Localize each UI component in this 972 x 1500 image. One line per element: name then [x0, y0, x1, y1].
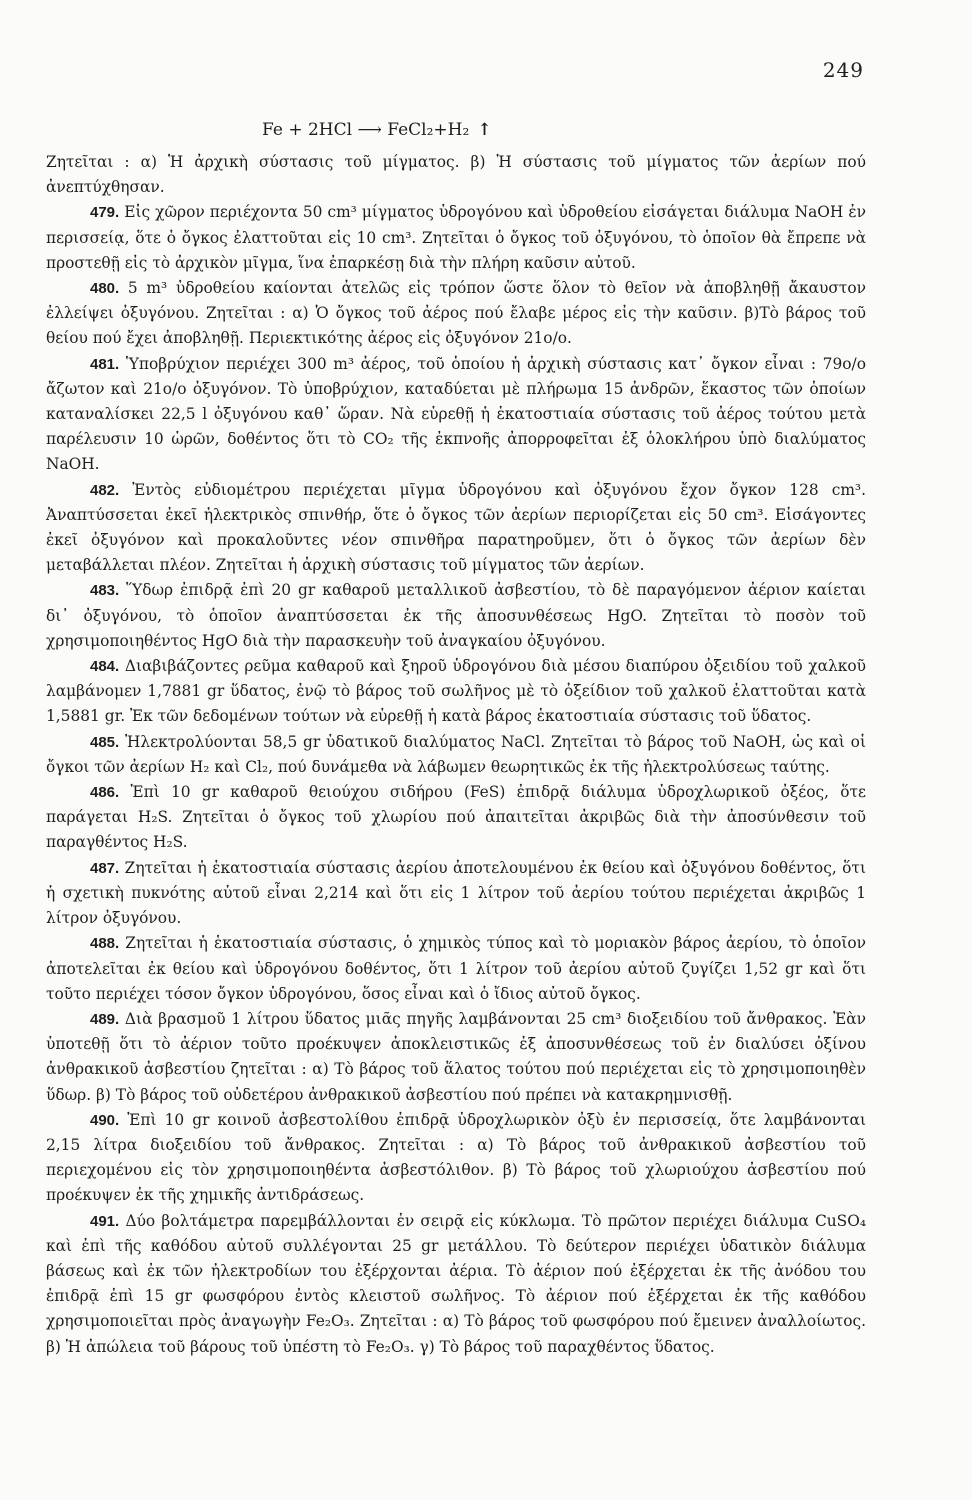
- problem-number: 485.: [90, 733, 120, 751]
- problem-number: 483.: [90, 582, 120, 600]
- problem-number: 486.: [90, 784, 120, 802]
- problem-478-continuation: Ζητεῖται : α) Ἡ ἀρχικὴ σύστασις τοῦ μίγματος. β) Ἡ σύστασις τοῦ μίγματος τῶν ἀερίων πού ἀνεπτύχθησαν.: [46, 153, 866, 197]
- problem-482: 482. Ἐντὸς εὐδιομέτρου περιέχεται μῖγμα ὑδρογόνου καὶ ὀξυγόνου ἔχον ὄγκον 128 cm³. Ἀναπτύσσεται ἐκεῖ ἠλεκτρικὸς σπινθήρ, ὅτε ὁ ὄγκος τῶν ἀερίων περιορίζεται εἰς 50 cm³. Εἰσάγοντες ἐκεῖ ὀξυγόνον καὶ προκαλοῦντες νέον σπινθῆρα παρατηροῦμεν, ὅτι ὁ ὄγκος τῶν ἀερίων δὲν μεταβάλλεται πλέον. Ζητεῖται ἡ ἀρχικὴ σύστασις τοῦ μίγματος τῶν ἀερίων.: [46, 480, 866, 575]
- problem-number: 481.: [90, 355, 120, 373]
- problem-487: 487. Ζητεῖται ἡ ἑκατοστιαία σύστασις ἀερίου ἀποτελουμένου ἐκ θείου καὶ ὀξυγόνου δοθέντος, ὅτι ἡ σχετικὴ πυκνότης αὐτοῦ εἶναι 2,214 καὶ ὅτι εἰς 1 λίτρον τοῦ ἀερίου τούτου περιέχεται ἀκριβῶς 1 λίτρον ὀξυγόνου.: [46, 858, 866, 928]
- problem-number: 487.: [90, 859, 120, 877]
- problem-number: 482.: [90, 481, 120, 499]
- chemical-equation: [262, 120, 492, 140]
- page-number: 249: [822, 58, 864, 82]
- problem-number: 490.: [90, 1111, 120, 1129]
- problem-483: 483. Ὕδωρ ἐπιδρᾷ ἐπὶ 20 gr καθαροῦ μεταλλικοῦ ἀσβεστίου, τὸ δὲ παραγόμενον ἀέριον καίεται δι᾽ ὀξυγόνου, τὸ ὁποῖον ἀναπτύσσεται ἐκ τῆς ἀποσυνθέσεως HgO. Ζητεῖται τὸ ποσὸν τοῦ χρησιμοποιηθέντος HgO διὰ τὴν παρασκευὴν τοῦ ἀναγκαίου ὀξυγόνου.: [46, 581, 866, 650]
- problem-number: 479.: [90, 204, 120, 222]
- problem-481: 481. Ὑποβρύχιον περιέχει 300 m³ ἀέρος, τοῦ ὁποίου ἡ ἀρχικὴ σύστασις κατ᾽ ὄγκον εἶναι : 79ο/ο ἄζωτον καὶ 21ο/ο ὀξυγόνον. Τὸ ὑποβρύχιον, καταδύεται μὲ πλήρωμα 15 ἀνδρῶν, ἕκαστος τῶν ὁποίων καταναλίσκει 22,5 l ὀξυγόνου καθ᾽ ὥραν. Νὰ εὑρεθῇ ἡ ἑκατοστιαία σύστασις τοῦ ἀέρος τούτου μετὰ παρέλευσιν 10 ὡρῶν, δοθέντος ὅτι τὸ CO₂ τῆς ἐκπνοῆς ἀπορροφεῖται ἐξ ὁλοκλήρου ὑπὸ διαλύματος NaOH.: [46, 354, 866, 474]
- problem-486: 486. Ἐπὶ 10 gr καθαροῦ θειούχου σιδήρου (FeS) ἐπιδρᾷ διάλυμα ὑδροχλωρικοῦ ὀξέος, ὅτε παράγεται H₂S. Ζητεῖται ὁ ὄγκος τοῦ χλωρίου πού ἀπαιτεῖται ἀκριβῶς διὰ τὴν ἀποσύνθεσιν τοῦ παραγθέντος H₂S.: [46, 783, 866, 852]
- problems-list: [46, 150, 866, 1360]
- problem-484: 484. Διαβιβάζοντες ρεῦμα καθαροῦ καὶ ξηροῦ ὑδρογόνου διὰ μέσου διαπύρου ὀξειδίου τοῦ χαλκοῦ λαμβάνομεν 1,7881 gr ὕδατος, ἐνῷ τὸ βάρος τοῦ σωλῆνος μὲ τὸ ὀξείδιον τοῦ χαλκοῦ ἐλαττοῦται κατὰ 1,5881 gr. Ἐκ τῶν δεδομένων τούτων νὰ εὑρεθῇ ἡ κατὰ βάρος ἑκατοστιαία σύστασις τοῦ ὕδατος.: [46, 657, 866, 726]
- gas-evolution-arrow-icon: ↑: [477, 120, 492, 140]
- problem-number: 484.: [90, 658, 120, 676]
- problem-number: 491.: [90, 1212, 120, 1230]
- problem-480: 480. 5 m³ ὑδροθείου καίονται ἀτελῶς εἰς τρόπον ὥστε ὅλον τὸ θεῖον νὰ ἀποβληθῇ ἄκαυστον ἐλλείψει ὀξυγόνου. Ζητεῖται : α) Ὁ ὄγκος τοῦ ἀέρος πού ἔλαβε μέρος εἰς τὴν καῦσιν. β)Τὸ βάρος τοῦ θείου πού ἔχει ἀποβληθῇ. Περιεκτικότης ἀέρος εἰς ὀξυγόνον 21ο/ο.: [46, 279, 866, 348]
- problem-485: 485. Ἠλεκτρολύονται 58,5 gr ὑδατικοῦ διαλύματος NaCl. Ζητεῖται τὸ βάρος τοῦ NaOH, ὡς καὶ οἱ ὄγκοι τῶν ἀερίων H₂ καὶ Cl₂, πού δυνάμεθα νὰ λάβωμεν θεωρητικῶς ἐκ τῆς ἠλεκτρολύσεως ταύτης.: [46, 732, 866, 776]
- problem-489: 489. Διὰ βρασμοῦ 1 λίτρου ὕδατος μιᾶς πηγῆς λαμβάνονται 25 cm³ διοξειδίου τοῦ ἄνθρακος. Ἐὰν ὑποτεθῇ ὅτι τὸ ἀέριον τοῦτο προέκυψεν ἀποκλειστικῶς ἐξ ἀποσυνθέσεως τοῦ ἐν διαλύσει ὀξίνου ἀνθρακικοῦ ἀσβεστίου ζητεῖται : α) Τὸ βάρος τοῦ ἅλατος τούτου πού περιέχεται εἰς τὸ χρησιμοποιηθὲν ὕδωρ. β) Τὸ βάρος τοῦ οὐδετέρου ἀνθρακικοῦ ἀσβεστίου πού πρέπει νὰ κατακρημνισθῇ.: [46, 1009, 866, 1104]
- problem-491: 491. Δύο βολτάμετρα παρεμβάλλονται ἐν σειρᾷ εἰς κύκλωμα. Τὸ πρῶτον περιέχει διάλυμα CuSO₄ καὶ ἐπὶ τῆς καθόδου αὐτοῦ συλλέγονται 25 gr μετάλλου. Τὸ δεύτερον περιέχει ὑδατικὸν διάλυμα βάσεως καὶ ἐκ τῶν ἠλεκτροδίων του ἐξέρχονται ἀέρια. Τὸ ἀέριον πού ἐξέρχεται ἐκ τῆς ἀνόδου του ἐπιδρᾷ ἐπὶ 15 gr φωσφόρου ἐντὸς κλειστοῦ σωλῆνος. Τὸ ἀέριον πού ἐξέρχεται ἐκ τῆς καθόδου χρησιμοποιεῖται πρὸς ἀναγωγὴν Fe₂O₃. Ζητεῖται : α) Τὸ βάρος τοῦ φωσφόρου πού ἔμεινεν ἀναλλοίωτος. β) Ἡ ἀπώλεια τοῦ βάρους τοῦ ὑπέστη τὸ Fe₂O₃. γ) Τὸ βάρος τοῦ παραχθέντος ὕδατος.: [46, 1211, 866, 1356]
- problem-number: 489.: [90, 1010, 120, 1028]
- problem-number: 480.: [90, 280, 120, 298]
- problem-490: 490. Ἐπὶ 10 gr κοινοῦ ἀσβεστολίθου ἐπιδρᾷ ὑδροχλωρικὸν ὀξὺ ἐν περισσείᾳ, ὅτε λαμβάνονται 2,15 λίτρα διοξειδίου τοῦ ἄνθρακος. Ζητεῖται : α) Τὸ βάρος τοῦ ἀνθρακικοῦ ἀσβεστίου τοῦ περιεχομένου εἰς τὸν χρησιμοποιηθέντα ἀσβεστόλιθον. β) Τὸ βάρος τοῦ χλωριούχου ἀσβεστίου πού προέκυψεν ἐκ τῆς χημικῆς ἀντιδράσεως.: [46, 1110, 866, 1205]
- problem-number: 488.: [90, 935, 120, 953]
- problem-488: 488. Ζητεῖται ἡ ἑκατοστιαία σύστασις, ὁ χημικὸς τύπος καὶ τὸ μοριακὸν βάρος ἀερίου, τὸ ὁποῖον ἀποτελεῖται ἐκ θείου καὶ ὑδρογόνου δοθέντος, ὅτι 1 λίτρον τοῦ ἀερίου αὐτοῦ ζυγίζει 1,52 gr καὶ ὅτι τοῦτο περιέχει τόσον ὄγκον ὑδρογόνου, ὅσος εἶναι καὶ ὁ ἴδιος αὐτοῦ ὄγκος.: [46, 934, 866, 1003]
- problem-479: 479. Εἰς χῶρον περιέχοντα 50 cm³ μίγματος ὑδρογόνου καὶ ὑδροθείου εἰσάγεται διάλυμα NaOH ἐν περισσείᾳ, ὅτε ὁ ὄγκος ἐλαττοῦται εἰς 10 cm³. Ζητεῖται ὁ ὄγκος τοῦ ὀξυγόνου, τὸ ὁποῖον θὰ ἔπρεπε νὰ προστεθῇ εἰς τὸ ἀρχικὸν μῖγμα, ἵνα ἐπαρκέσῃ διὰ τὴν πλήρη καῦσιν αὐτοῦ.: [46, 203, 866, 272]
- equation-text: Fe + 2HCl ⟶ FeCl₂+H₂: [262, 120, 470, 140]
